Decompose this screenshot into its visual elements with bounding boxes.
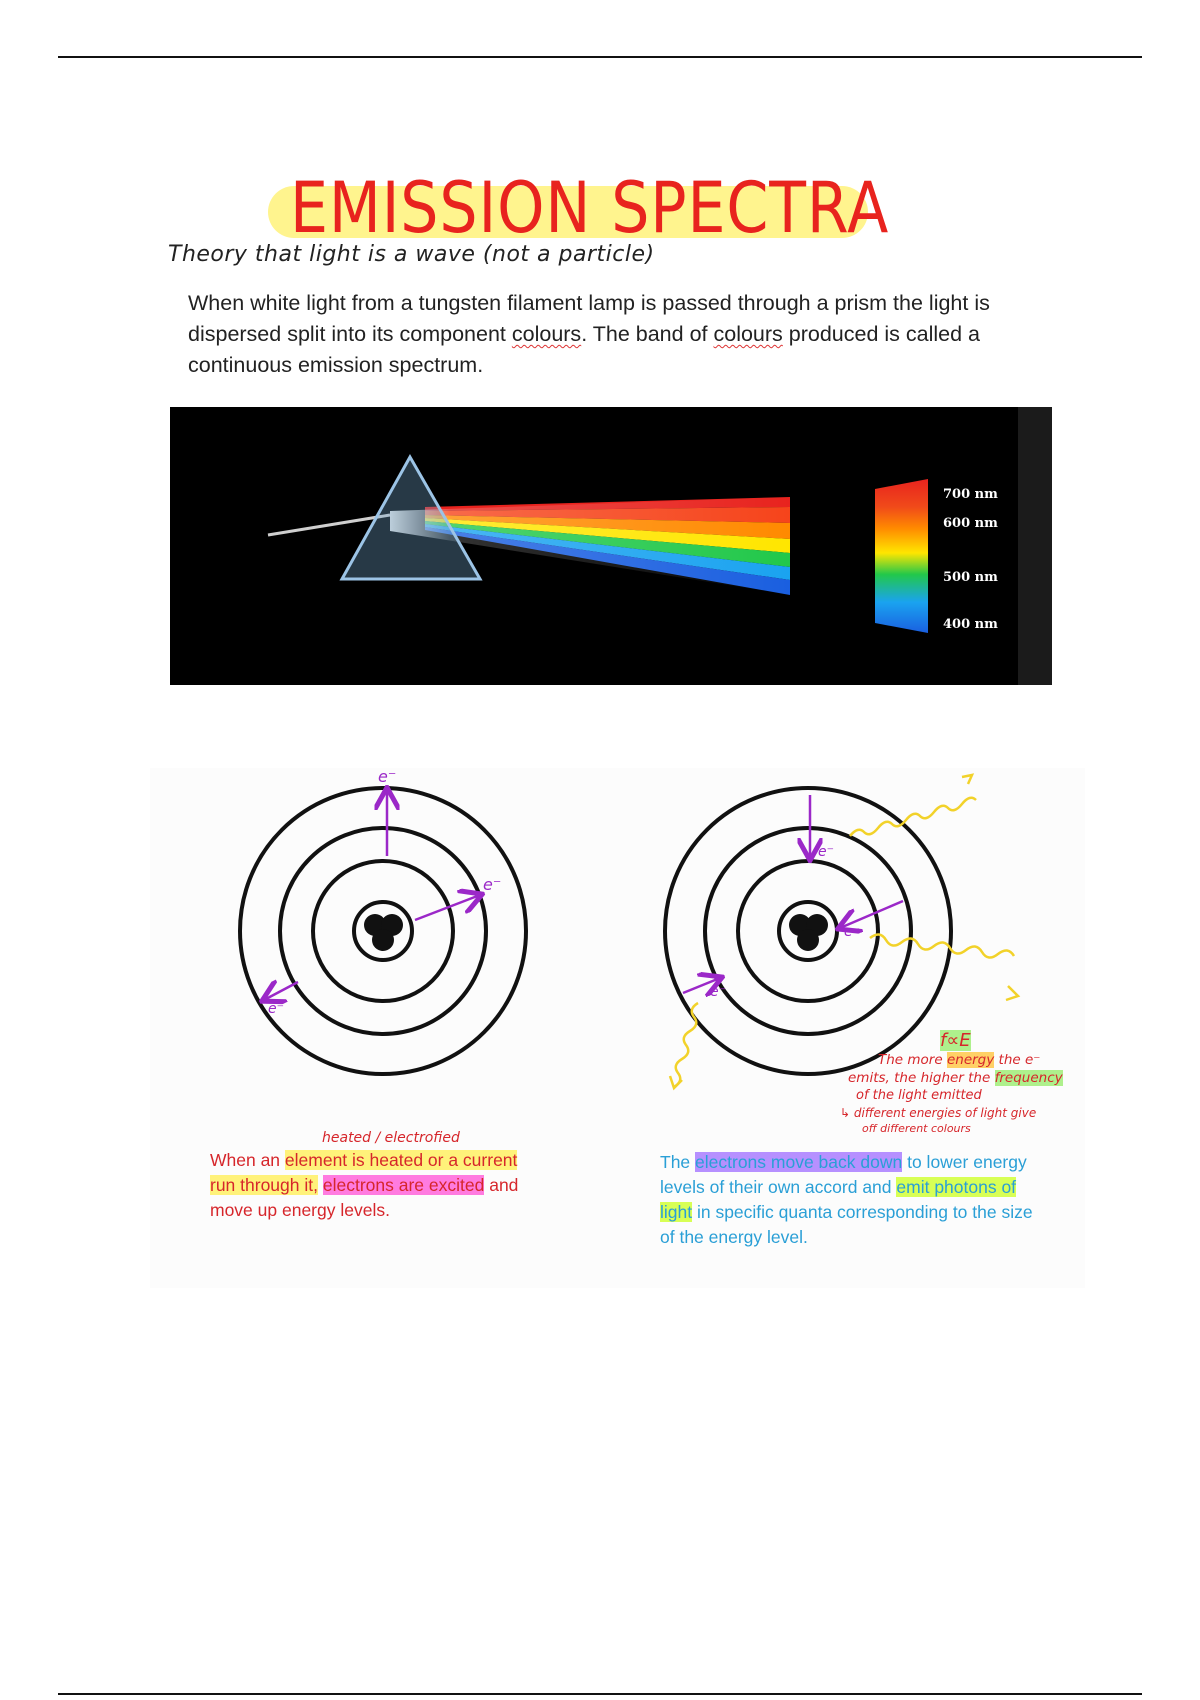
right-caption-h2: emit photons of (896, 1177, 1017, 1197)
intro-word1: colours (511, 322, 582, 346)
notes-energy: energy (946, 1052, 995, 1068)
spectrum-label-400: 400 nm (943, 617, 998, 632)
notes-line-2 (848, 1070, 1063, 1086)
photon-wave-3 (674, 1003, 698, 1087)
right-caption-t1: The (660, 1152, 696, 1172)
right-caption-t4: in specific quanta corresponding to the size (692, 1202, 1033, 1222)
subtitle: Theory that light is a wave (not a particle) (168, 242, 655, 267)
left-caption-h2: run through it, (210, 1175, 318, 1195)
notes-line-3: of the light emitted (856, 1088, 982, 1103)
bottom-rule (58, 1693, 1142, 1695)
electron-label-mid-r: e⁻ (844, 924, 861, 940)
right-caption-line-3 (660, 1200, 1080, 1225)
heated-annotation: heated / electrofied (322, 1130, 460, 1146)
notes-line-1 (878, 1052, 1040, 1068)
left-caption-t3: and (484, 1175, 519, 1195)
left-caption (210, 1148, 570, 1223)
notes-frequency: frequency (994, 1070, 1063, 1086)
atom-diagrams (150, 768, 1085, 1288)
right-caption-h3: light (660, 1202, 693, 1222)
notes-line-1a: The more (878, 1052, 947, 1068)
electron-label-low-r: e⁻ (710, 984, 727, 1000)
right-caption-line-2 (660, 1175, 1080, 1200)
left-caption-t1: When an (210, 1150, 285, 1170)
intro-part3: produced is called a continuous emission spectrum. (188, 322, 981, 377)
formula-text: f∝E (940, 1030, 971, 1051)
left-caption-line-2 (210, 1173, 570, 1198)
left-caption-line-1 (210, 1148, 570, 1173)
electron-label-top-r: e⁻ (818, 844, 835, 860)
left-caption-h1: element is heated or a current (284, 1150, 518, 1170)
excitation-atom-diagram (240, 768, 526, 1074)
spectrum-label-600: 600 nm (943, 516, 998, 531)
prism-spectrum-image (170, 407, 1052, 685)
right-caption-h1: electrons move back down (695, 1152, 903, 1172)
right-caption-line-4: of the energy level. (660, 1227, 808, 1247)
intro-part1: When white light from a tungsten filament lamp is passed through a prism the light is dispersed split into its component (188, 291, 990, 346)
intro-paragraph (188, 288, 1068, 381)
page-title: EMISSION SPECTRA (290, 167, 890, 249)
formula-note (940, 1030, 971, 1051)
electron-label-top: e⁻ (378, 768, 397, 786)
notes-line-2a: emits, the higher the (848, 1070, 995, 1086)
right-caption (660, 1150, 1080, 1250)
electron-label-right: e⁻ (483, 875, 502, 894)
right-caption-t2: to lower energy (902, 1152, 1027, 1172)
intro-word2: colours (713, 322, 783, 346)
right-caption-t3: levels of their own accord and (660, 1177, 897, 1197)
left-caption-line-3: move up energy levels. (210, 1200, 390, 1220)
title-block (268, 167, 890, 249)
left-caption-h3: electrons are excited (322, 1175, 485, 1195)
top-rule (58, 56, 1142, 58)
intro-part2: . The band of (581, 322, 714, 346)
spectrum-label-700: 700 nm (943, 487, 998, 502)
spectrum-label-500: 500 nm (943, 570, 998, 585)
right-caption-line-1 (660, 1150, 1080, 1175)
notes-line-5: off different colours (862, 1122, 971, 1135)
notes-line-4: ↳ different energies of light give (840, 1106, 1037, 1120)
photon-wave-2 (870, 934, 1014, 957)
notes-line-1c: the e⁻ (994, 1052, 1041, 1068)
electron-label-bottom: e⁻ (268, 1001, 285, 1017)
